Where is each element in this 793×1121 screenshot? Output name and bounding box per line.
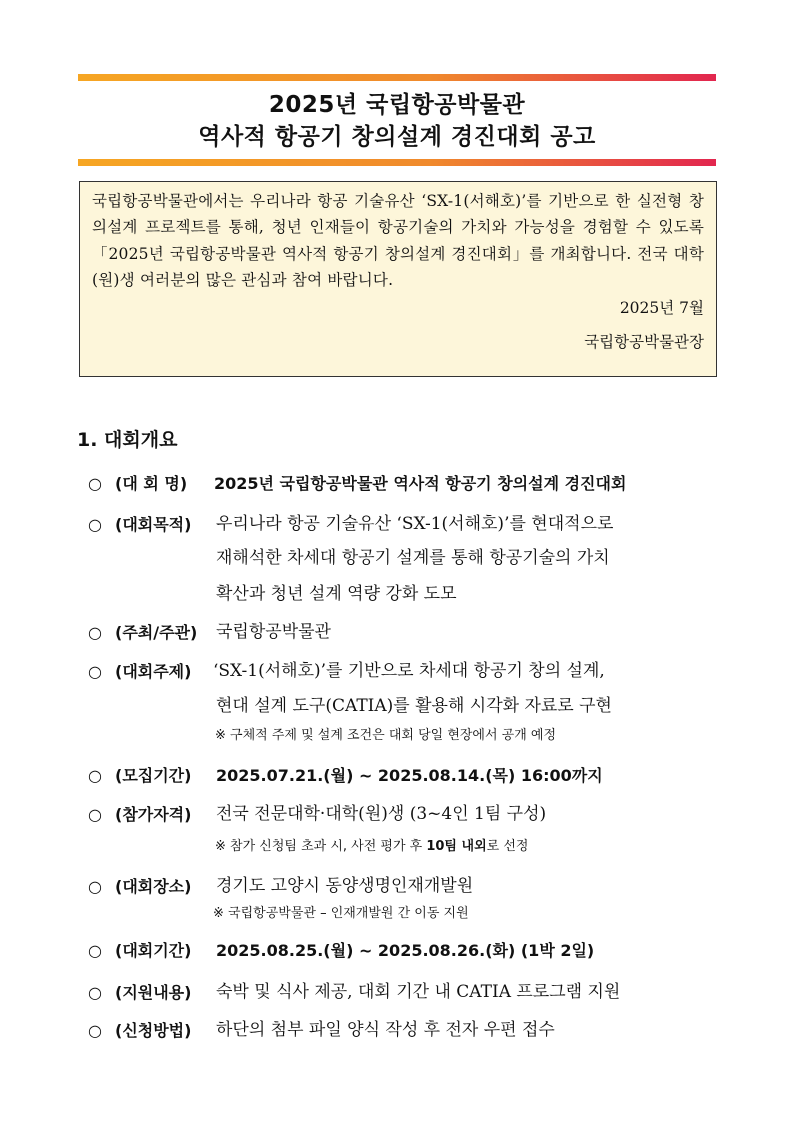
item-label: (모집기간) (115, 766, 192, 785)
bullet-icon: ○ (88, 1021, 102, 1040)
title-line-1: 2025년 국립항공박물관 (268, 92, 526, 118)
item-value: 2025년 국립항공박물관 역사적 항공기 창의설계 경진대회 (214, 474, 627, 493)
item-value: 하단의 첨부 파일 양식 작성 후 전자 우편 접수 (216, 1020, 555, 1040)
note-text-bold: 10팀 내외 (426, 839, 487, 854)
item-value-continued-2: 확산과 청년 설계 역량 강화 도모 (216, 584, 457, 604)
bullet-icon: ○ (88, 983, 102, 1002)
bullet-icon: ○ (88, 805, 102, 824)
title-banner (78, 74, 716, 166)
intro-organization: 국립항공박물관장 (584, 333, 704, 352)
note-text-post: 로 선정 (486, 839, 529, 854)
item-value: 2025.08.25.(월) ~ 2025.08.26.(화) (1박 2일) (216, 941, 595, 960)
overview-item-venue (88, 873, 728, 928)
intro-body: 국립항공박물관에서는 우리나라 항공 기술유산 ‘SX-1(서해호)’를 기반으로 한 실전형 창의설계 프로젝트를 통해, 청년 인재들이 항공기술의 가치와 가능성을 경험할 수 있도록「2025년 국립항공박물관 역사적 항공기 창의설계 경진대회」를 개최합니다. 전국 대학(원)생 여러분의 많은 관심과 참여 바랍니다. (92, 192, 704, 289)
bullet-icon: ○ (88, 474, 102, 493)
item-value: 2025.07.21.(월) ~ 2025.08.14.(목) 16:00까지 (216, 766, 603, 785)
item-label: (주최/주관) (115, 623, 198, 642)
title-top-bar (78, 74, 716, 81)
bullet-icon: ○ (88, 623, 102, 642)
item-value: 우리나라 항공 기술유산 ‘SX-1(서해호)’를 현대적으로 (216, 514, 614, 534)
item-value: 전국 전문대학·대학(원)생 (3~4인 1팀 구성) (216, 804, 547, 824)
intro-box (79, 181, 717, 377)
bullet-icon: ○ (88, 877, 102, 896)
item-label: (대 회 명) (115, 474, 188, 493)
item-value: 숙박 및 식사 제공, 대회 기간 내 CATIA 프로그램 지원 (216, 982, 621, 1002)
bullet-icon: ○ (88, 766, 102, 785)
bullet-icon: ○ (88, 515, 102, 534)
title-bottom-bar (78, 159, 716, 166)
note-text-pre: ※ 참가 신청팀 초과 시, 사전 평가 후 (215, 839, 427, 854)
section-heading: 1. 대회개요 (77, 429, 178, 451)
item-label: (대회기간) (115, 941, 192, 960)
item-note (215, 837, 528, 857)
item-note: ※ 국립항공박물관 – 인재개발원 간 이동 지원 (213, 906, 469, 921)
item-value: ‘SX-1(서해호)’를 기반으로 차세대 항공기 창의 설계, (213, 661, 605, 681)
title-line-2: 역사적 항공기 창의설계 경진대회 공고 (198, 124, 596, 150)
item-label: (지원내용) (115, 983, 192, 1002)
bullet-icon: ○ (88, 941, 102, 960)
overview-item-eligibility (88, 801, 728, 861)
intro-date: 2025년 7월 (619, 299, 704, 318)
item-note: ※ 구체적 주제 및 설계 조건은 대회 당일 현장에서 공개 예정 (215, 728, 557, 743)
overview-item-theme (88, 658, 728, 748)
item-label: (참가자격) (115, 805, 192, 824)
item-value-continued-1: 현대 설계 도구(CATIA)를 활용해 시각화 자료로 구현 (216, 696, 612, 716)
item-value-continued-1: 재해석한 차세대 항공기 설계를 통해 항공기술의 가치 (216, 548, 610, 568)
overview-item-purpose (88, 511, 728, 604)
item-label: (대회주제) (115, 662, 192, 681)
item-value: 국립항공박물관 (216, 622, 331, 642)
item-label: (대회장소) (115, 877, 192, 896)
item-value: 경기도 고양시 동양생명인재개발원 (216, 876, 474, 896)
bullet-icon: ○ (88, 662, 102, 681)
item-label: (신청방법) (115, 1021, 192, 1040)
item-label: (대회목적) (115, 515, 192, 534)
